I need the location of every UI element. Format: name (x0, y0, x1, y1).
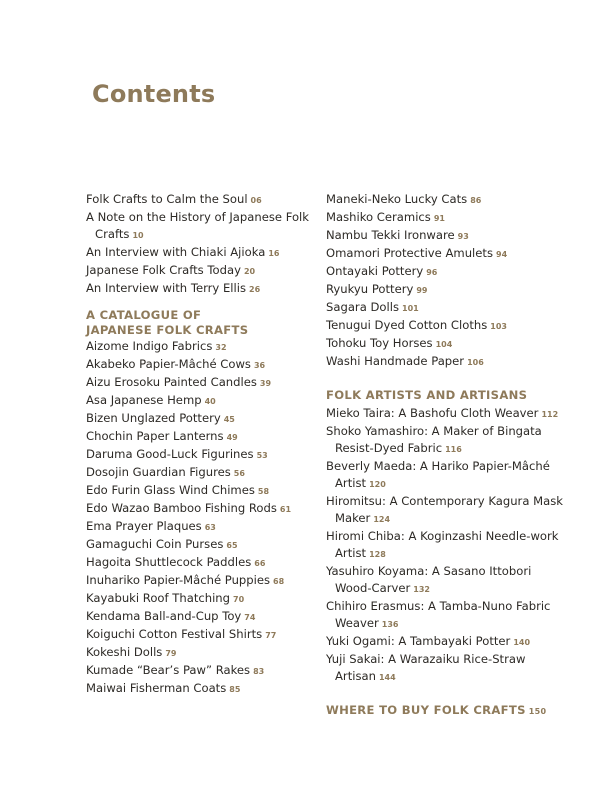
toc-entry[interactable] (86, 280, 316, 298)
toc-entry-title: Nambu Tekki Ironware (326, 228, 455, 242)
toc-entry[interactable] (326, 493, 566, 528)
toc-entry-page-number: 70 (233, 595, 245, 604)
toc-entry[interactable] (86, 536, 316, 554)
toc-entry[interactable] (86, 608, 316, 626)
toc-entry[interactable] (326, 317, 566, 335)
toc-entry-title: A Note on the History of Japanese Folk Crafts (86, 210, 309, 241)
toc-entry-title: Asa Japanese Hemp (86, 393, 202, 407)
toc-entry-title: Akabeko Papier-Mâché Cows (86, 357, 251, 371)
toc-entry[interactable] (326, 209, 566, 227)
toc-entry[interactable] (86, 262, 316, 280)
toc-entry-page-number: 116 (445, 445, 462, 454)
toc-entry-page-number: 32 (215, 343, 227, 352)
toc-entry[interactable] (326, 245, 566, 263)
toc-entry-page-number: 77 (265, 631, 277, 640)
toc-entry-page-number: 85 (229, 685, 241, 694)
toc-entry[interactable] (86, 446, 316, 464)
toc-entry-page-number: 20 (243, 267, 256, 276)
toc-entry-page-number: 40 (204, 397, 216, 406)
toc-entry-title: Tenugui Dyed Cotton Cloths (326, 318, 488, 332)
toc-entry-title: Folk Crafts to Calm the Soul (86, 192, 248, 206)
toc-entry[interactable] (86, 191, 316, 209)
toc-entry[interactable] (86, 590, 316, 608)
toc-entry-title: Washi Handmade Paper (326, 354, 465, 368)
toc-entry-title: Kokeshi Dolls (86, 645, 163, 659)
toc-entry[interactable] (86, 662, 316, 680)
catalogue-heading-line-2: JAPANESE FOLK CRAFTS (86, 323, 249, 337)
toc-entry-page-number: 10 (132, 231, 144, 240)
toc-entry-title: Omamori Protective Amulets (326, 246, 493, 260)
toc-entry[interactable] (86, 356, 316, 374)
toc-entry-page-number: 83 (253, 667, 265, 676)
toc-entry-page-number: 94 (496, 250, 508, 259)
catalogue-heading (86, 308, 316, 338)
toc-entry[interactable] (326, 263, 566, 281)
toc-entry-title: Kendama Ball-and-Cup Toy (86, 609, 242, 623)
page-title: Contents (92, 80, 216, 108)
toc-entry-page-number: 104 (435, 340, 453, 349)
toc-entry-page-number: 58 (257, 487, 270, 496)
toc-entry-title: Shoko Yamashiro: A Maker of Bingata Resist-Dyed Fabric (326, 424, 542, 455)
toc-entry-page-number: 124 (373, 515, 391, 524)
artists-list (326, 405, 566, 686)
toc-entry[interactable] (326, 633, 566, 651)
toc-entry[interactable] (86, 209, 316, 244)
toc-entry-page-number: 86 (470, 196, 482, 205)
toc-entry-title: Mashiko Ceramics (326, 210, 431, 224)
toc-entry[interactable] (326, 335, 566, 353)
toc-entry-page-number: 96 (426, 268, 438, 277)
toc-entry-page-number: 103 (490, 322, 507, 331)
toc-entry-title: An Interview with Chiaki Ajioka (86, 245, 266, 259)
toc-entry[interactable] (86, 428, 316, 446)
toc-entry[interactable] (86, 374, 316, 392)
toc-entry-page-number: 39 (259, 379, 272, 388)
toc-entry[interactable] (86, 500, 316, 518)
toc-entry-page-number: 79 (165, 649, 177, 658)
toc-entry[interactable] (326, 405, 566, 423)
toc-entry-page-number: 74 (244, 613, 256, 622)
toc-entry[interactable] (326, 563, 566, 598)
toc-entry-title: Bizen Unglazed Pottery (86, 411, 221, 425)
toc-entry-page-number: 06 (250, 196, 262, 205)
toc-entry-title: Aizu Erosoku Painted Candles (86, 375, 257, 389)
toc-entry-page-number: 112 (541, 410, 559, 419)
toc-entry-title: Edo Furin Glass Wind Chimes (86, 483, 255, 497)
toc-entry-page-number: 106 (467, 358, 484, 367)
toc-entry-page-number: 65 (226, 541, 238, 550)
toc-entry-title: Ema Prayer Plaques (86, 519, 202, 533)
toc-entry-title: Japanese Folk Crafts Today (86, 263, 241, 277)
toc-entry-title: Dosojin Guardian Figures (86, 465, 231, 479)
artists-heading: FOLK ARTISTS AND ARTISANS (326, 388, 528, 402)
toc-entry-title: Chochin Paper Lanterns (86, 429, 224, 443)
toc-entry-title: Koiguchi Cotton Festival Shirts (86, 627, 263, 641)
toc-entry[interactable] (326, 281, 566, 299)
contents-left-column (86, 191, 316, 698)
toc-entry-page-number: 53 (256, 451, 268, 460)
toc-entry-title: Tohoku Toy Horses (326, 336, 433, 350)
toc-entry-page-number: 16 (268, 249, 280, 258)
catalogue-continued-list (326, 191, 566, 371)
toc-entry[interactable] (326, 299, 566, 317)
toc-entry-page-number: 101 (402, 304, 419, 313)
toc-entry-title: Kayabuki Roof Thatching (86, 591, 231, 605)
toc-entry[interactable] (326, 423, 566, 458)
toc-entry[interactable] (86, 338, 316, 356)
where-to-buy-label: WHERE TO BUY FOLK CRAFTS (326, 703, 526, 717)
toc-entry-title: Mieko Taira: A Bashofu Cloth Weaver (326, 406, 539, 420)
toc-entry-title: Edo Wazao Bamboo Fishing Rods (86, 501, 277, 515)
toc-entry[interactable] (86, 680, 316, 698)
toc-entry-title: An Interview with Terry Ellis (86, 281, 246, 295)
toc-entry-page-number: 132 (413, 585, 430, 594)
toc-entry[interactable] (86, 482, 316, 500)
where-to-buy-page-number: 150 (528, 707, 547, 716)
catalogue-list (86, 338, 316, 698)
toc-entry-page-number: 49 (226, 433, 238, 442)
intro-list (86, 191, 316, 298)
toc-entry-title: Yasuhiro Koyama: A Sasano Ittobori Wood-Carver (326, 564, 532, 595)
toc-entry-title: Beverly Maeda: A Hariko Papier-Mâché Artist (326, 459, 550, 490)
toc-entry-page-number: 45 (223, 415, 235, 424)
toc-entry-page-number: 144 (378, 673, 396, 682)
toc-entry[interactable] (326, 458, 566, 493)
toc-entry-title: Yuji Sakai: A Warazaiku Rice-Straw Artisan (326, 652, 526, 683)
where-to-buy-heading[interactable] (326, 703, 566, 719)
toc-entry[interactable] (86, 410, 316, 428)
toc-entry[interactable] (86, 626, 316, 644)
toc-entry-page-number: 91 (433, 214, 445, 223)
toc-entry[interactable] (326, 191, 566, 209)
toc-entry-title: Gamaguchi Coin Purses (86, 537, 224, 551)
toc-entry-title: Hiromitsu: A Contemporary Kagura Mask Maker (326, 494, 563, 525)
toc-entry[interactable] (86, 554, 316, 572)
contents-right-column (326, 191, 566, 719)
toc-entry-title: Yuki Ogami: A Tambayaki Potter (326, 634, 511, 648)
toc-entry-title: Daruma Good-Luck Figurines (86, 447, 254, 461)
toc-entry-page-number: 128 (369, 550, 386, 559)
toc-entry-title: Ryukyu Pottery (326, 282, 414, 296)
toc-entry-page-number: 136 (381, 620, 399, 629)
toc-entry-page-number: 66 (254, 559, 266, 568)
toc-entry[interactable] (86, 518, 316, 536)
toc-entry-page-number: 68 (273, 577, 285, 586)
toc-entry-title: Maiwai Fisherman Coats (86, 681, 227, 695)
toc-entry-title: Aizome Indigo Fabrics (86, 339, 213, 353)
toc-entry-page-number: 140 (513, 638, 531, 647)
toc-entry-title: Hiromi Chiba: A Koginzashi Needle-work Artist (326, 529, 559, 560)
toc-entry-title: Kumade “Bear’s Paw” Rakes (86, 663, 251, 677)
toc-entry[interactable] (86, 244, 316, 262)
toc-entry-title: Maneki-Neko Lucky Cats (326, 192, 468, 206)
toc-entry[interactable] (326, 528, 566, 563)
toc-entry[interactable] (86, 392, 316, 410)
toc-entry-title: Chihiro Erasmus: A Tamba-Nuno Fabric Weaver (326, 599, 551, 630)
toc-entry[interactable] (326, 353, 566, 371)
toc-entry[interactable] (326, 651, 566, 686)
toc-entry-page-number: 26 (249, 285, 261, 294)
toc-entry-page-number: 36 (253, 361, 266, 370)
toc-entry-page-number: 93 (457, 232, 469, 241)
toc-entry-page-number: 120 (369, 480, 386, 489)
toc-entry-title: Hagoita Shuttlecock Paddles (86, 555, 252, 569)
toc-entry[interactable] (326, 227, 566, 245)
catalogue-heading-line-1: A CATALOGUE OF (86, 308, 202, 322)
toc-entry[interactable] (86, 572, 316, 590)
toc-entry-page-number: 56 (233, 469, 245, 478)
toc-entry[interactable] (326, 598, 566, 633)
toc-entry-page-number: 61 (279, 505, 292, 514)
toc-entry-page-number: 99 (416, 286, 428, 295)
toc-entry-page-number: 63 (204, 523, 216, 532)
toc-entry[interactable] (86, 464, 316, 482)
toc-entry-title: Sagara Dolls (326, 300, 399, 314)
toc-entry-title: Ontayaki Pottery (326, 264, 424, 278)
toc-entry-title: Inuhariko Papier-Mâché Puppies (86, 573, 271, 587)
toc-entry[interactable] (86, 644, 316, 662)
